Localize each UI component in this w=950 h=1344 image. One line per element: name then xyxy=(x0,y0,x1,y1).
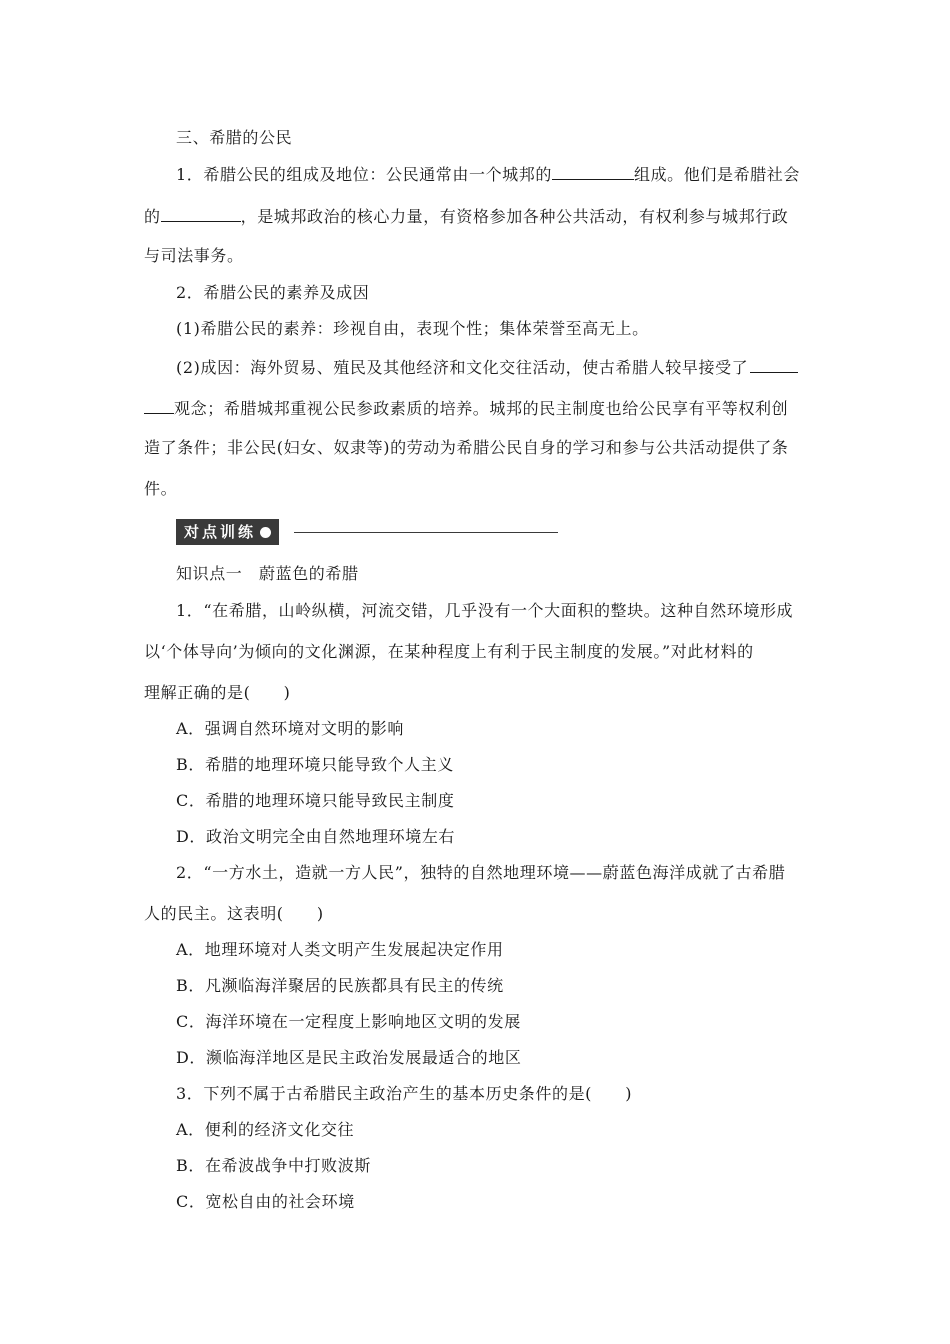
answer-option: A．地理环境对人类文明产生发展起决定作用 xyxy=(176,940,504,959)
paragraph-line xyxy=(144,397,788,419)
fill-blank xyxy=(144,397,174,414)
heading-divider xyxy=(294,532,558,533)
answer-option: D．濒临海洋地区是民主政治发展最适合的地区 xyxy=(176,1048,522,1067)
practice-heading-bar xyxy=(176,519,558,545)
answer-option: D．政治文明完全由自然地理环境左右 xyxy=(176,827,456,846)
answer-option: A．便利的经济文化交往 xyxy=(176,1120,355,1139)
paragraph-line: 造了条件；非公民(妇女、奴隶等)的劳动为希腊公民自身的学习和参与公共活动提供了条 xyxy=(144,438,789,457)
answer-option: B．在希波战争中打败波斯 xyxy=(176,1156,371,1175)
paragraph-line: 与司法事务。 xyxy=(144,246,244,265)
practice-heading: 对点训练 xyxy=(184,523,257,541)
question-stem: 1．“在希腊，山岭纵横，河流交错，几乎没有一个大面积的整块。这种自然环境形成 xyxy=(176,601,794,620)
text-span: (2)成因：海外贸易、殖民及其他经济和文化交往活动，使古希腊人较早接受了 xyxy=(176,358,749,377)
answer-option: A．强调自然环境对文明的影响 xyxy=(176,719,404,738)
text-span: 观念；希腊城邦重视公民参政素质的培养。城邦的民主制度也给公民享有平等权利创 xyxy=(174,399,789,418)
question-stem: 2．“一方水土，造就一方人民”，独特的自然地理环境——蔚蓝色海洋成就了古希腊 xyxy=(176,863,786,882)
text-span: 的 xyxy=(144,207,161,226)
answer-option: C．海洋环境在一定程度上影响地区文明的发展 xyxy=(176,1012,521,1031)
paragraph-line: 件。 xyxy=(144,479,178,498)
question-stem: 以‘个体导向’为倾向的文化渊源，在某种程度上有利于民主制度的发展。”对此材料的 xyxy=(144,642,754,661)
paragraph-line: (1)希腊公民的素养：珍视自由，表现个性；集体荣誉至高无上。 xyxy=(176,319,649,338)
knowledge-point-title: 知识点一 蔚蓝色的希腊 xyxy=(176,564,359,583)
bullet-icon xyxy=(260,527,271,538)
practice-heading-box xyxy=(176,519,279,545)
fill-blank xyxy=(552,163,634,180)
text-span: ，是城邦政治的核心力量，有资格参加各种公共活动，有权利参与城邦行政 xyxy=(240,207,789,226)
answer-option: B．希腊的地理环境只能导致个人主义 xyxy=(176,755,454,774)
answer-option: B．凡濒临海洋聚居的民族都具有民主的传统 xyxy=(176,976,504,995)
fill-blank xyxy=(750,356,798,373)
answer-option: C．宽松自由的社会环境 xyxy=(176,1192,355,1211)
section-title: 三、希腊的公民 xyxy=(176,128,293,147)
text-span: 组成。他们是希腊社会 xyxy=(633,165,800,184)
paragraph-line: 2．希腊公民的素养及成因 xyxy=(176,283,370,302)
question-stem: 人的民主。这表明( ) xyxy=(144,904,324,923)
question-stem: 理解正确的是( ) xyxy=(144,683,291,702)
answer-option: C．希腊的地理环境只能导致民主制度 xyxy=(176,791,455,810)
question-stem: 3．下列不属于古希腊民主政治产生的基本历史条件的是( ) xyxy=(176,1084,633,1103)
paragraph-line xyxy=(176,163,800,185)
fill-blank xyxy=(161,205,241,222)
text-span: 1．希腊公民的组成及地位：公民通常由一个城邦的 xyxy=(176,165,552,184)
paragraph-line xyxy=(144,205,788,227)
paragraph-line xyxy=(176,356,798,378)
